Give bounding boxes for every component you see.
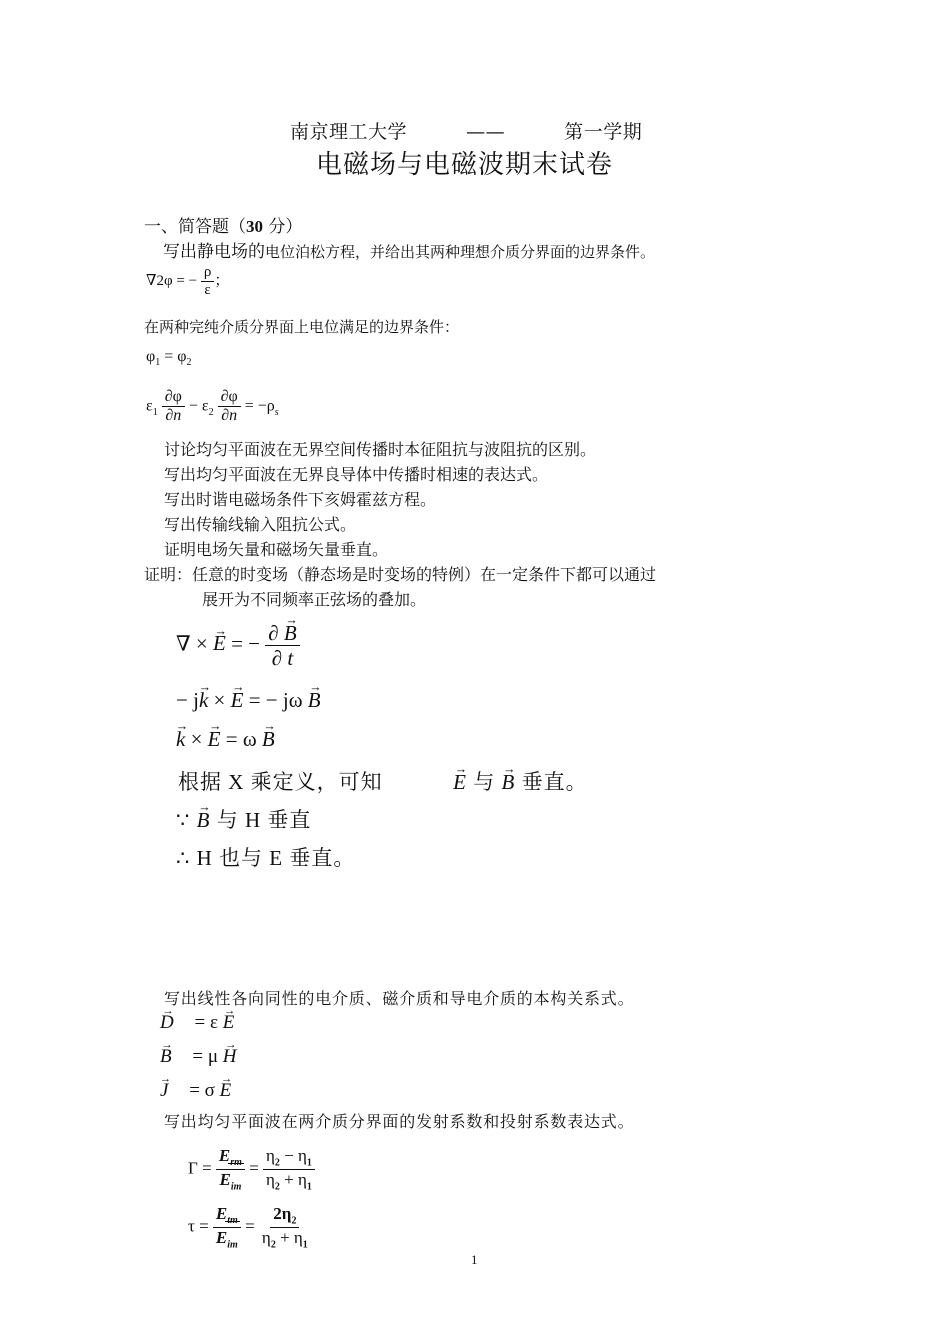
e-tm: E	[215, 1204, 228, 1223]
question-input-impedance: 写出传输线输入阻抗公式。	[164, 515, 357, 534]
vector-b: → B	[284, 621, 297, 645]
dn-2: ∂n	[221, 407, 238, 425]
therefore-perpendicular: 垂直。	[283, 846, 356, 870]
sub-s: s	[274, 406, 279, 418]
therefore-also-with: 也与	[212, 846, 270, 870]
poisson-numerator: ρ	[201, 264, 215, 282]
vector-b: → B	[308, 688, 321, 713]
plus: +	[279, 1169, 299, 1189]
h-symbol: H	[244, 808, 262, 832]
sub-2: 2	[274, 1157, 280, 1169]
poisson-end: ；	[214, 273, 230, 290]
partial-t: ∂ t	[271, 646, 294, 671]
vector-h: → H	[223, 1046, 237, 1068]
e-rm: E	[218, 1146, 231, 1165]
vector-e: → E	[208, 727, 221, 752]
e-symbol: E	[269, 846, 284, 870]
eta-1: η	[298, 1169, 307, 1189]
gamma-symbol: Γ =	[188, 1158, 212, 1178]
equals-mu: = μ	[187, 1046, 219, 1067]
sub-im: im	[227, 1239, 238, 1251]
sub-2: 2	[274, 1181, 280, 1193]
phi-1: φ	[146, 348, 156, 365]
sub-tm: tm	[227, 1215, 238, 1227]
poisson-equation	[146, 264, 229, 300]
cross-symbol: ×	[185, 727, 208, 751]
normal-derivative-condition	[146, 388, 279, 426]
vector-b: → B	[197, 808, 211, 833]
vector-e: → E	[223, 1012, 235, 1034]
therefore-symbol: ∴	[176, 846, 191, 870]
two-eta-2: 2η	[273, 1204, 292, 1223]
conclusion-text: 根据 X 乘定义，可知	[178, 770, 383, 794]
equals: =	[244, 1158, 264, 1178]
tau-eta-fraction	[259, 1204, 311, 1251]
question-helmholtz: 写出时谐电磁场条件下亥姆霍兹方程。	[164, 490, 437, 509]
reflection-coefficient	[188, 1146, 315, 1193]
year-dashes: ——	[466, 121, 506, 143]
faraday-equation	[176, 621, 300, 670]
poisson-fraction	[201, 264, 215, 300]
equals-minus-j-omega: = − jω	[243, 688, 308, 712]
potential-continuity	[146, 348, 192, 368]
question-poisson-part-a: 写出静电场的	[163, 242, 265, 262]
dphi-2: ∂φ	[218, 388, 241, 407]
university-name: 南京理工大学	[290, 121, 408, 143]
section-points: 30	[246, 217, 263, 236]
vector-e: → E	[231, 688, 244, 713]
therefore-line	[176, 842, 355, 872]
equals-epsilon: = ε	[189, 1012, 218, 1033]
dn-1: ∂n	[165, 407, 182, 425]
phi-equals: = φ	[160, 348, 187, 365]
question-impedance: 讨论均匀平面波在无界空间传播时本征阻抗与波阻抗的区别。	[164, 440, 597, 459]
conclusion-line	[178, 766, 588, 796]
question-reflection: 写出均匀平面波在两介质分界面的发射系数和投射系数表达式。	[164, 1112, 635, 1131]
e-im: E	[215, 1227, 228, 1247]
vector-j: → J	[160, 1080, 168, 1102]
sub-2: 2	[291, 1215, 297, 1227]
derivative-fraction-2	[218, 388, 241, 426]
because-perpendicular: 垂直	[261, 808, 312, 832]
sub-2: 2	[270, 1239, 276, 1251]
vector-b: → B	[160, 1046, 172, 1068]
dphi-1: ∂φ	[162, 388, 185, 407]
eta-1: η	[298, 1146, 307, 1165]
sub-1: 1	[306, 1181, 312, 1193]
tau-e-fraction	[213, 1204, 241, 1251]
eta-2: η	[266, 1169, 275, 1189]
epsilon-1: ε	[146, 397, 153, 415]
minus-epsilon: − ε	[184, 397, 209, 415]
relation-b	[160, 1046, 237, 1068]
section-heading-prefix: 一、简答题（	[144, 217, 246, 237]
boundary-condition-text: 在两种完纯介质分界面上电位满足的边界条件：	[144, 318, 460, 336]
partial-symbol: ∂	[268, 621, 279, 645]
because-symbol: ∵	[176, 808, 191, 832]
sub-2: 2	[186, 357, 192, 369]
conclusion-and: 与	[467, 770, 502, 794]
gamma-e-fraction	[216, 1146, 245, 1193]
equals-minus: = −	[225, 631, 266, 656]
semester-label: 第一学期	[564, 121, 643, 143]
question-perpendicular: 证明电场矢量和磁场矢量垂直。	[164, 540, 389, 559]
relation-j	[160, 1080, 231, 1102]
section-heading	[144, 212, 302, 237]
vector-k: → k	[176, 727, 185, 752]
sub-1: 1	[152, 406, 158, 418]
vector-e: → E	[213, 631, 226, 656]
proof-line-1: 证明：任意的时变场（静态场是时变场的特例）在一定条件下都可以通过	[144, 565, 657, 584]
vector-k: → k	[199, 688, 208, 713]
eta-2: η	[261, 1227, 271, 1247]
exam-title: 电磁场与电磁波期末试卷	[316, 150, 614, 180]
vector-e: → E	[453, 770, 467, 795]
eta-2: η	[266, 1146, 275, 1165]
sub-1: 1	[302, 1239, 308, 1251]
equals-minus-rho: = −ρ	[240, 397, 275, 415]
minus-j: − j	[176, 688, 199, 712]
equals: =	[240, 1216, 259, 1236]
sub-im: im	[230, 1181, 242, 1193]
because-line	[176, 804, 311, 834]
curl-symbol: ∇ ×	[176, 631, 214, 656]
sub-1: 1	[155, 357, 161, 369]
gamma-eta-fraction	[263, 1146, 315, 1193]
question-poisson-part-b: 电位泊松方程，并给出其两种理想介质分界面的边界条件。	[265, 243, 656, 261]
vector-b: → B	[262, 727, 275, 752]
poisson-lhs: ∇2φ = −	[146, 273, 198, 290]
vector-d: → D	[160, 1012, 174, 1034]
plus: +	[275, 1227, 294, 1247]
e-im: E	[219, 1169, 231, 1189]
header-line	[290, 117, 642, 144]
h-symbol: H	[196, 846, 213, 870]
page-number: 1	[471, 1252, 478, 1267]
question-phase-velocity: 写出均匀平面波在无界良导体中传播时相速的表达式。	[164, 465, 549, 484]
sub-1: 1	[306, 1157, 312, 1169]
minus: −	[279, 1146, 299, 1165]
derivative-fraction-1	[162, 388, 185, 426]
conclusion-perpendicular: 垂直。	[515, 770, 588, 794]
transmission-coefficient	[188, 1204, 311, 1251]
section-heading-suffix: 分）	[263, 217, 303, 237]
vector-b: → B	[502, 770, 516, 795]
question-constitutive: 写出线性各向同性的电介质、磁介质和导电介质的本构关系式。	[164, 989, 635, 1008]
poisson-denominator: ε	[204, 282, 211, 299]
k-cross-e-equation	[176, 727, 275, 752]
because-and: 与	[210, 808, 245, 832]
proof-line-2: 展开为不同频率正弦场的叠加。	[202, 590, 427, 609]
tau-symbol: τ =	[188, 1216, 209, 1236]
question-poisson	[163, 237, 655, 262]
cross-symbol: ×	[208, 688, 231, 712]
eta-1: η	[293, 1227, 303, 1247]
phasor-equation	[176, 688, 321, 713]
time-derivative-fraction	[265, 621, 299, 670]
equals-omega: = ω	[220, 727, 262, 751]
relation-d	[160, 1012, 234, 1034]
equals-sigma: = σ	[184, 1080, 215, 1101]
sub-2: 2	[208, 406, 214, 418]
sub-rm: rm	[230, 1157, 242, 1169]
vector-e: → E	[220, 1080, 232, 1102]
